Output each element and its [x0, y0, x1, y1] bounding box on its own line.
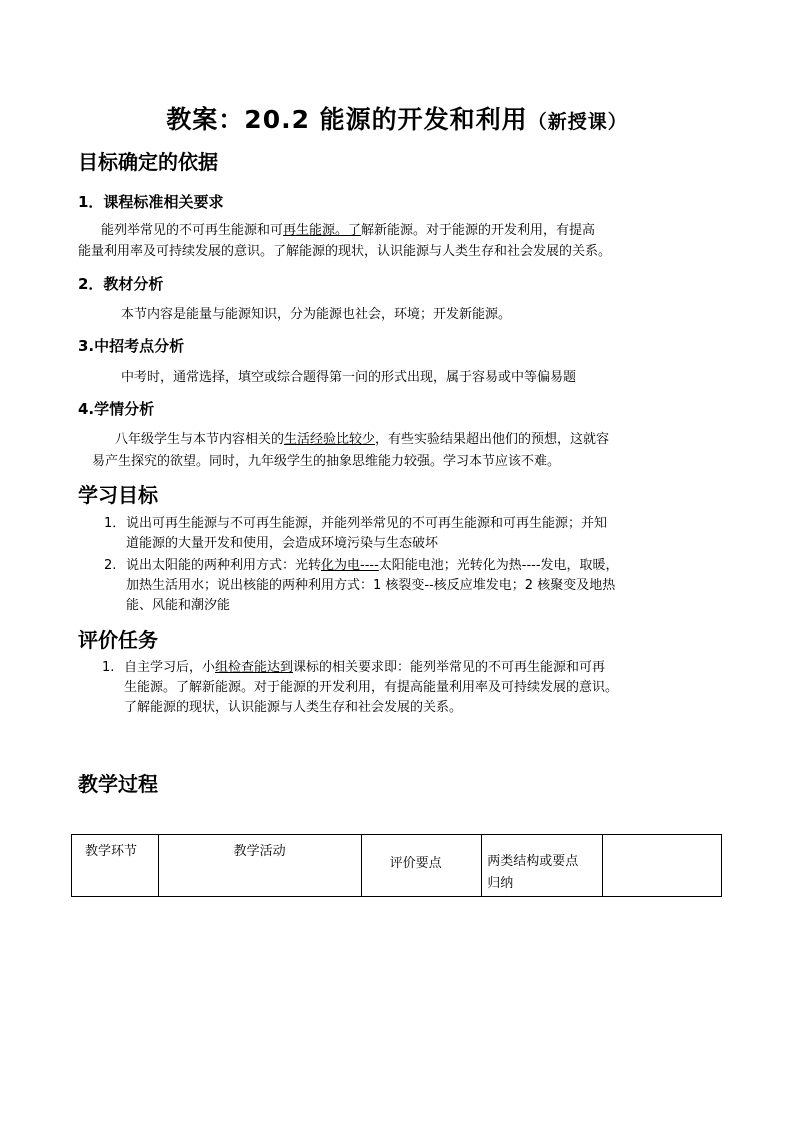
title-main: 教案：20.2 能源的开发和利用 [166, 105, 528, 134]
table-cell [602, 835, 721, 897]
textbook-text: 本节内容是能量与能源知识，分为能源也社会，环境；开发新能源。 [121, 307, 512, 322]
standards-line1: 能列举常见的不可再生能源和可再生能源。了解新能源。对于能源的开发利用，有提高 [101, 223, 596, 238]
title-subtitle: （新授课） [527, 111, 628, 133]
table-cell: 评价要点 [361, 835, 482, 897]
table-cell: 两类结构或要点 归纳 [482, 835, 602, 897]
table-row [72, 835, 722, 897]
heading-goals: 学习目标 [78, 483, 158, 507]
heading-textbook: 2．教材分析 [78, 275, 164, 293]
table-cell: 教学环节 [72, 835, 159, 897]
standards-line2: 能量利用率及可持续发展的意识。了解能源的现状，认识能源与人类生存和社会发展的关系。 [78, 244, 612, 259]
heading-basis: 目标确定的依据 [78, 150, 218, 174]
students-line1: 八年级学生与本节内容相关的生活经验比较少，有些实验结果超出他们的预想，这就容 [115, 432, 610, 447]
task-item-1: 1. 自主学习后，小组检查能达到课标的相关要求即：能列举常见的不可再生能源和可再 生能源。了解新能源。对于能源的开发利用，有提高能量利用率及可持续发展的意识。 了解能源的现状，认识能源与人类生存和社会发展的关系。 [102, 660, 619, 715]
goal-item-2: 2. 说出太阳能的两种利用方式：光转化为电----太阳能电池；光转化为热----发电，取暖， 加热生活用水；说出核能的两种利用方式：1 核裂变--核反应堆发电；2 核聚变及地热 能、风能和潮汐能 [104, 558, 619, 613]
document-title [0, 100, 794, 136]
heading-process: 教学过程 [78, 772, 158, 796]
table-cell: 教学活动 [158, 835, 361, 897]
students-line2: 易产生探究的欲望。同时，九年级学生的抽象思维能力较强。学习本节应该不难。 [92, 454, 561, 469]
heading-tasks: 评价任务 [78, 628, 158, 652]
heading-students: 4.学情分析 [78, 400, 155, 418]
exam-text: 中考时，通常选择，填空或综合题得第一问的形式出现，属于容易或中等偏易题 [121, 370, 577, 385]
process-table [71, 834, 722, 897]
heading-exam: 3.中招考点分析 [78, 337, 185, 355]
goal-item-1: 1． 说出可再生能源与不可再生能源，并能列举常见的不可再生能源和可再生能源；并知 道能源的大量开发和使用，会造成环境污染与生态破坏 [104, 516, 608, 551]
heading-standards: 1．课程标准相关要求 [78, 193, 224, 211]
